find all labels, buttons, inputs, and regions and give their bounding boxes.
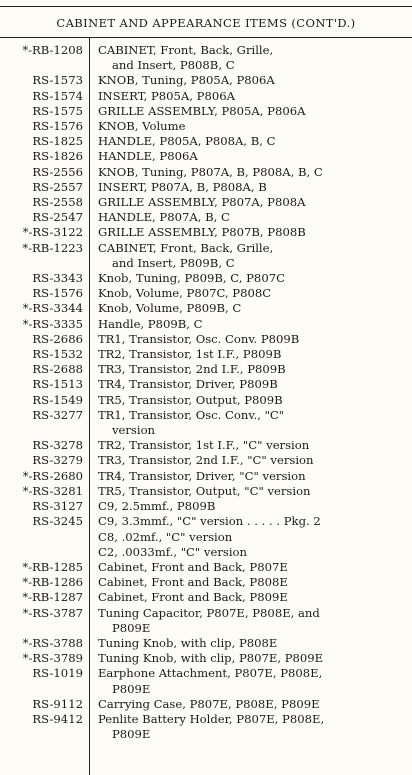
part-number: RS-2688	[32, 362, 83, 377]
table-row	[0, 347, 412, 362]
part-description	[88, 499, 412, 514]
description-line: TR4, Transistor, Driver, "C" version	[97, 468, 306, 483]
description-line: HANDLE, P805A, P808A, B, C	[97, 134, 276, 149]
description-line: INSERT, P805A, P806A	[97, 88, 235, 103]
part-number: RS-3245	[32, 514, 83, 529]
table-row	[0, 651, 412, 666]
part-description	[88, 530, 412, 545]
description-line: TR3, Transistor, 2nd I.F., "C" version	[97, 453, 314, 468]
part-description	[88, 453, 412, 468]
part-description	[88, 119, 412, 134]
description-line: Carrying Case, P807E, P808E, P809E	[97, 696, 320, 711]
table-row	[0, 165, 412, 180]
description-line: TR1, Transistor, Osc. Conv., "C"	[97, 407, 285, 422]
part-number: RS-1549	[32, 392, 83, 407]
part-number: *-RB-1287	[22, 590, 83, 605]
header-rule	[0, 37, 412, 38]
description-line: C9, 3.3mmf., "C" version . . . . . Pkg. 2	[97, 514, 321, 529]
table-row	[0, 332, 412, 347]
description-line: Earphone Attachment, P807E, P808E,	[97, 666, 323, 681]
description-line: TR3, Transistor, 2nd I.F., P809B	[97, 362, 286, 377]
part-number: *-RS-3281	[22, 483, 83, 498]
part-description	[88, 73, 412, 88]
part-description	[88, 697, 412, 712]
table-row	[0, 225, 412, 240]
table-row	[0, 453, 412, 468]
description-line: Tuning Knob, with clip, P807E, P809E	[97, 651, 324, 666]
part-number: RS-9112	[32, 696, 83, 711]
part-number: RS-1513	[32, 377, 83, 392]
table-row	[0, 195, 412, 210]
part-number: RS-3277	[32, 407, 83, 422]
part-number: *-RB-1285	[22, 559, 83, 574]
part-description	[88, 575, 412, 590]
table-row	[0, 104, 412, 119]
description-line: KNOB, Tuning, P807A, B, P808A, B, C	[97, 164, 323, 179]
description-line: CABINET, Front, Back, Grille,	[97, 240, 274, 255]
part-number: RS-1825	[32, 134, 83, 149]
part-description	[88, 241, 412, 271]
description-line: C9, 2.5mmf., P809B	[97, 499, 216, 514]
part-description	[88, 286, 412, 301]
table-row	[0, 286, 412, 301]
description-continuation: and Insert, P809B, C	[111, 255, 235, 270]
part-number: RS-1576	[32, 119, 83, 134]
part-description	[88, 712, 412, 742]
section-title: CABINET AND APPEARANCE ITEMS (CONT'D.)	[56, 16, 356, 30]
part-number: *-RB-1286	[22, 575, 83, 590]
part-description	[88, 651, 412, 666]
part-description	[88, 195, 412, 210]
part-number: RS-2686	[32, 331, 83, 346]
table-row	[0, 514, 412, 529]
part-description	[88, 666, 412, 696]
description-line: KNOB, Tuning, P805A, P806A	[97, 73, 275, 88]
part-description	[88, 545, 412, 560]
part-description	[88, 301, 412, 316]
description-line: Cabinet, Front and Back, P807E	[97, 559, 288, 574]
description-line: Penlite Battery Holder, P807E, P808E,	[97, 711, 325, 726]
top-rule	[0, 6, 412, 7]
table-row	[0, 317, 412, 332]
part-description	[88, 606, 412, 636]
table-row	[0, 499, 412, 514]
part-description	[88, 347, 412, 362]
description-line: Handle, P809B, C	[97, 316, 203, 331]
description-line: TR5, Transistor, Output, P809B	[97, 392, 283, 407]
description-line: INSERT, P807A, B, P808A, B	[97, 179, 267, 194]
part-description	[88, 165, 412, 180]
description-line: Knob, Tuning, P809B, C, P807C	[97, 271, 285, 286]
part-number: RS-3279	[32, 453, 83, 468]
description-line: C2, .0033mf., "C" version	[97, 544, 247, 559]
part-number: RS-3127	[32, 499, 83, 514]
table-row	[0, 119, 412, 134]
table-row	[0, 530, 412, 545]
description-continuation: version	[111, 423, 156, 438]
description-line: HANDLE, P807A, B, C	[97, 210, 230, 225]
table-row	[0, 636, 412, 651]
part-description	[88, 636, 412, 651]
description-line: GRILLE ASSEMBLY, P805A, P806A	[97, 103, 306, 118]
part-number: RS-1576	[32, 286, 83, 301]
table-row	[0, 73, 412, 88]
part-number: *-RB-1223	[22, 240, 83, 255]
part-description	[88, 134, 412, 149]
part-number: RS-1019	[32, 666, 83, 681]
table-row	[0, 575, 412, 590]
description-line: TR4, Transistor, Driver, P809B	[97, 377, 278, 392]
part-number: RS-3278	[32, 438, 83, 453]
table-row	[0, 438, 412, 453]
description-line: C8, .02mf., "C" version	[97, 529, 233, 544]
table-row	[0, 606, 412, 636]
description-line: TR2, Transistor, 1st I.F., "C" version	[97, 438, 310, 453]
part-description	[88, 377, 412, 392]
table-row	[0, 545, 412, 560]
description-continuation: P809E	[111, 681, 151, 696]
table-row	[0, 590, 412, 605]
table-row	[0, 210, 412, 225]
part-description	[88, 590, 412, 605]
part-description	[88, 149, 412, 164]
part-description	[88, 180, 412, 195]
part-number: *-RS-2680	[22, 468, 83, 483]
description-continuation: P809E	[111, 620, 151, 635]
part-number: RS-2556	[32, 164, 83, 179]
table-row	[0, 89, 412, 104]
part-number: RS-1575	[32, 103, 83, 118]
part-description	[88, 560, 412, 575]
part-description	[88, 210, 412, 225]
description-line: TR1, Transistor, Osc. Conv. P809B	[97, 331, 300, 346]
table-row	[0, 560, 412, 575]
part-number: RS-1573	[32, 73, 83, 88]
table-row	[0, 393, 412, 408]
description-line: KNOB, Volume	[97, 119, 186, 134]
table-row	[0, 149, 412, 164]
table-row	[0, 43, 412, 73]
description-line: Tuning Knob, with clip, P808E	[97, 635, 278, 650]
description-line: Tuning Capacitor, P807E, P808E, and	[97, 605, 320, 620]
part-description	[88, 469, 412, 484]
part-description	[88, 362, 412, 377]
part-number: *-RB-1208	[22, 43, 83, 57]
part-number: RS-1532	[32, 347, 83, 362]
part-number: RS-2558	[32, 195, 83, 210]
part-number: RS-9412	[32, 711, 83, 726]
table-row	[0, 241, 412, 271]
part-number: RS-1826	[32, 149, 83, 164]
table-row	[0, 408, 412, 438]
parts-table	[0, 43, 412, 742]
table-row	[0, 484, 412, 499]
description-line: Cabinet, Front and Back, P808E	[97, 575, 288, 590]
table-row	[0, 271, 412, 286]
description-line: Knob, Volume, P807C, P808C	[97, 286, 272, 301]
part-description	[88, 317, 412, 332]
description-continuation: and Insert, P808B, C	[111, 58, 235, 73]
description-line: Cabinet, Front and Back, P809E	[97, 590, 288, 605]
part-number: *-RS-3344	[22, 301, 83, 316]
description-line: TR2, Transistor, 1st I.F., P809B	[97, 347, 282, 362]
part-description	[88, 393, 412, 408]
part-description	[88, 484, 412, 499]
part-description	[88, 225, 412, 240]
description-line: CABINET, Front, Back, Grille,	[97, 43, 274, 57]
part-description	[88, 332, 412, 347]
part-number: *-RS-3788	[22, 635, 83, 650]
part-number: RS-2547	[32, 210, 83, 225]
description-line: Knob, Volume, P809B, C	[97, 301, 242, 316]
table-row	[0, 377, 412, 392]
description-line: GRILLE ASSEMBLY, P807B, P808B	[97, 225, 306, 240]
part-description	[88, 514, 412, 529]
part-description	[88, 438, 412, 453]
part-number: *-RS-3789	[22, 651, 83, 666]
table-row	[0, 469, 412, 484]
table-row	[0, 712, 412, 742]
description-line: GRILLE ASSEMBLY, P807A, P808A	[97, 195, 306, 210]
part-number: RS-2557	[32, 179, 83, 194]
part-description	[88, 104, 412, 119]
table-row	[0, 362, 412, 377]
part-description	[88, 43, 412, 73]
part-number: *-RS-3122	[22, 225, 83, 240]
part-description	[88, 89, 412, 104]
table-row	[0, 134, 412, 149]
table-row	[0, 697, 412, 712]
description-continuation: P809E	[111, 727, 151, 742]
part-number: *-RS-3787	[22, 605, 83, 620]
part-description	[88, 271, 412, 286]
table-row	[0, 666, 412, 696]
part-description	[88, 408, 412, 438]
description-line: TR5, Transistor, Output, "C" version	[97, 483, 311, 498]
table-row	[0, 301, 412, 316]
description-line: HANDLE, P806A	[97, 149, 198, 164]
part-number: *-RS-3335	[22, 316, 83, 331]
part-number: RS-1574	[32, 88, 83, 103]
part-number: RS-3343	[32, 271, 83, 286]
table-row	[0, 180, 412, 195]
